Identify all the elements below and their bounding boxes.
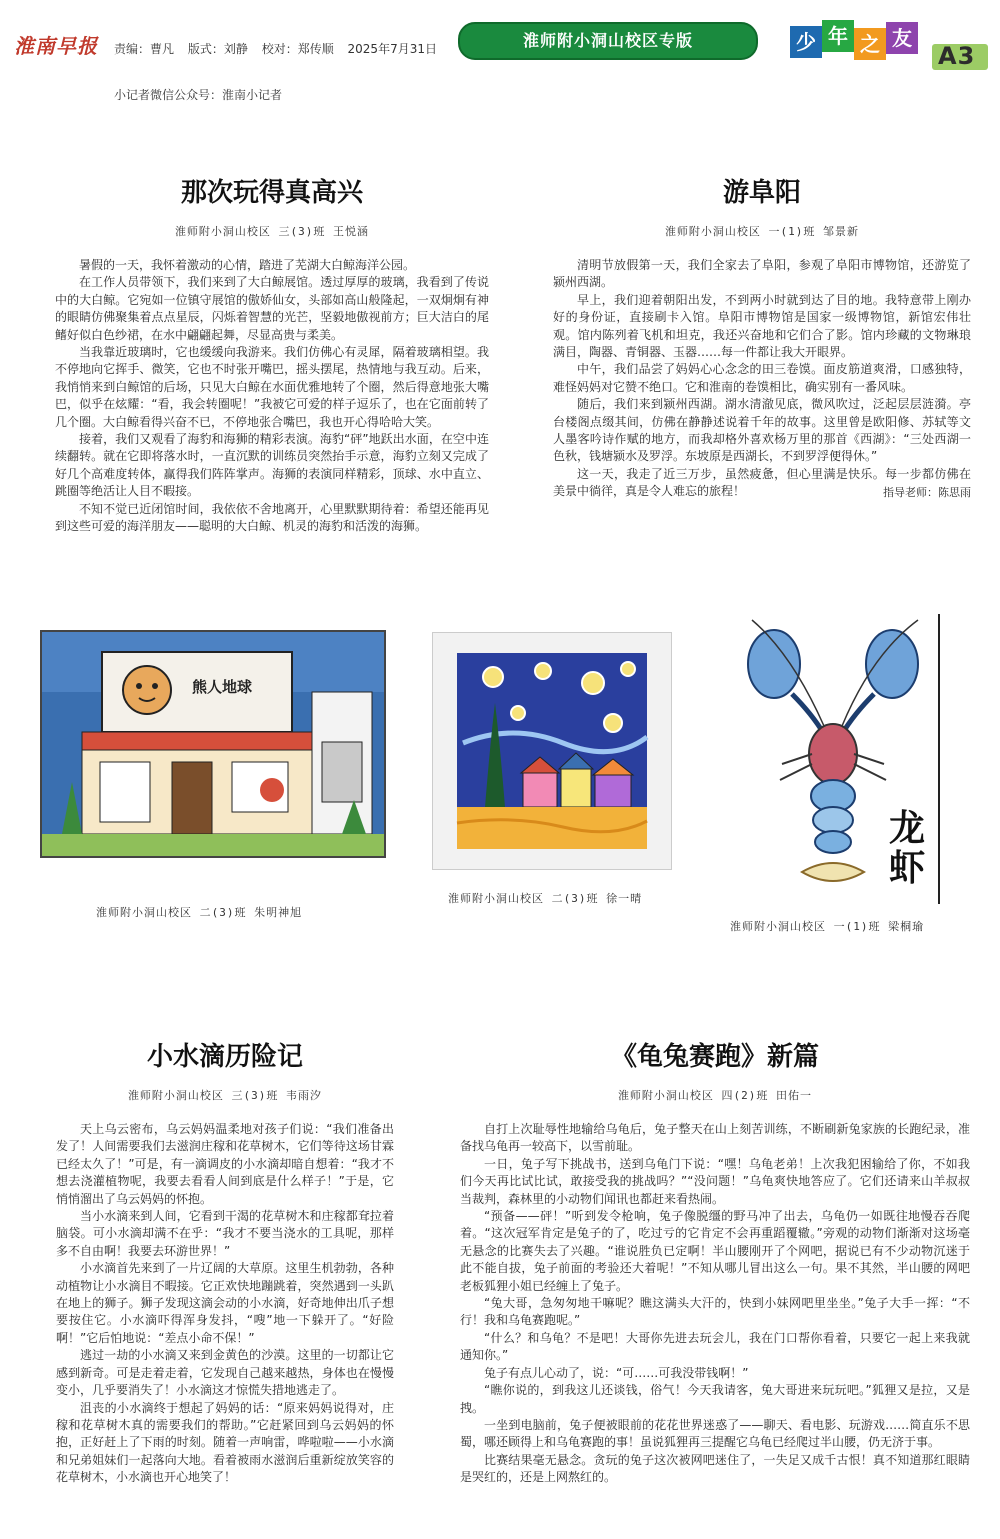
paragraph: 中午，我们品尝了妈妈心心念念的田三卷馍。面皮筋道爽滑，口感独特，难怪妈妈对它赞不绝口。它和淮南的卷馍相比，确实别有一番风味。 — [553, 362, 971, 394]
article-byline: 淮师附小洞山校区 三(3)班 王悦涵 — [174, 225, 370, 238]
paragraph: 当我靠近玻璃时，它也缓缓向我游来。我们仿佛心有灵犀，隔着玻璃相望。我不停地向它挥手、微笑，它也不时张开嘴巴，摇头摆尾，热情地与我互动。后来，我悄悄来到白鲸馆的后场，只见大白鲸在水面优雅地转了个圈，然后得意地张大嘴巴，似乎在炫耀：“看，我会转圈呢！”我被它可爱的样子逗乐了，也在它面前转了几个圈。大白鲸看得兴奋不已，不停地张合嘴巴，我也开心得哈哈大笑。 — [55, 345, 489, 429]
artwork-storefront — [40, 630, 386, 858]
storefront-drawing — [42, 632, 384, 856]
article-1 — [55, 172, 489, 536]
paragraph: “瞧你说的，到我这儿还谈钱，俗气！今天我请客，兔大哥进来玩玩吧。”狐狸又是拉，又是拽。 — [460, 1383, 970, 1415]
paragraph: 一坐到电脑前，兔子便被眼前的花花世界迷惑了——聊天、看电影、玩游戏……简直乐不思蜀，哪还顾得上和乌龟赛跑的事！虽说狐狸再三提醒它乌龟已经爬过半山腰，仍无济于事。 — [460, 1417, 970, 1450]
article-body — [553, 257, 971, 501]
article-title: 小水滴历险记 — [146, 1042, 303, 1072]
special-edition-banner: 淮师附小洞山校区专版 — [458, 22, 758, 60]
editor-credit: 责编：曹凡 — [114, 42, 175, 56]
article-body — [56, 1121, 394, 1487]
brand-char: 年 — [822, 20, 854, 52]
artwork-caption: 淮师附小洞山校区 二(3)班 徐一晴 — [448, 892, 643, 905]
article-title: 游阜阳 — [722, 178, 801, 208]
paragraph: 逃过一劫的小水滴又来到金黄色的沙漠。这里的一切都让它感到新奇。可是走着走着，它发现自己越来越热，身体也在慢慢变小，几乎要消失了！小水滴这才惊慌失措地逃走了。 — [56, 1348, 394, 1398]
brand-char: 少 — [790, 26, 822, 58]
article-byline: 淮师附小洞山校区 三(3)班 韦雨汐 — [127, 1089, 323, 1102]
page-number: A3 — [938, 42, 976, 70]
artwork-crayfish — [732, 614, 940, 904]
article-2 — [553, 172, 971, 501]
paragraph: 比赛结果毫无悬念。贪玩的兔子这次被网吧迷住了，一失足又成千古恨！真不知道那红眼睛是哭红的，还是上网熬红的。 — [460, 1452, 970, 1485]
paragraph: 随后，我们来到颍州西湖。湖水清澈见底，微风吹过，泛起层层涟漪。亭台楼阁点缀其间，仿佛在静静述说着千年的故事。这里曾是欧阳修、苏轼等文人墨客吟诗作赋的地方，而我却格外喜欢杨万里的那首《西湖》：“三处西湖一色秋，钱塘颍水及罗浮。东坡原是西湖长，不到罗浮便得休。” — [553, 397, 971, 464]
editorial-credits — [114, 40, 447, 57]
paragraph: 小水滴首先来到了一片辽阔的大草原。这里生机勃勃，各种动植物让小水滴目不暇接。它正欢快地蹦跳着，突然遇到一头趴在地上的狮子。狮子发现这滴会动的小水滴，好奇地伸出爪子想要按住它。小水滴吓得浑身发抖，“嗖”地一下躲开了。“好险啊！”它后怕地说：“差点小命不保！” — [56, 1261, 394, 1345]
proof-credit: 校对：郑传顺 — [261, 42, 334, 56]
starry-village-drawing — [433, 633, 671, 869]
article-body — [460, 1121, 970, 1487]
storefront-sign: 熊人地球 — [192, 678, 253, 696]
artwork-starry-village — [432, 632, 672, 870]
paragraph: 在工作人员带领下，我们来到了大白鲸展馆。透过厚厚的玻璃，我看到了传说中的大白鲸。它宛如一位镇守展馆的傲娇仙女，头部如高山般隆起，一双炯炯有神的眼睛仿佛聚集着点点星辰，闪烁着智慧的光芒，坚毅地傲视前方；巨大洁白的尾鳍好似白色纱裙，在水中翩翩起舞，尽显高贵与柔美。 — [55, 275, 489, 342]
paragraph: 暑假的一天，我怀着激动的心情，踏进了芜湖大白鲸海洋公园。 — [79, 258, 416, 272]
paragraph: 天上乌云密布，乌云妈妈温柔地对孩子们说：“我们准备出发了！人间需要我们去滋润庄稼和花草树木，它们等待这场甘霖已经太久了！”可是，有一滴调皮的小水滴却暗自想着：“我才不想去浇灌植物呢，我要去看看人间到底是什么样子！”于是，它悄悄溜出了乌云妈妈的怀抱。 — [56, 1122, 394, 1206]
brand-logo — [790, 18, 918, 62]
article-body — [55, 257, 489, 536]
layout-credit: 版式：刘静 — [187, 42, 248, 56]
artwork-caption: 淮师附小洞山校区 一(1)班 梁桐瑜 — [730, 920, 925, 933]
article-3 — [56, 1036, 394, 1487]
teacher-credit: 指导老师：陈思雨 — [883, 485, 971, 499]
paragraph: “预备——砰！”听到发令枪响，兔子像脱缰的野马冲了出去，乌龟仍一如既往地慢吞吞爬着。“这次冠军肯定是兔子的了，吃过亏的它肯定不会再重蹈覆辙。”旁观的动物们渐渐对这场毫无悬念的比赛失去了兴趣。“谁说胜负已定啊！半山腰刚开了个网吧，据说已有不少动物沉迷于此不能自拔，兔子前面的考验还大着呢！”不知从哪儿冒出这么一句。果不其然，半山腰的网吧老板狐狸小姐已经缠上了兔子。 — [460, 1209, 970, 1293]
article-title: 那次玩得真高兴 — [180, 178, 363, 208]
paragraph: 这一天，我走了近三万步，虽然疲惫，但心里满是快乐。每一步都仿佛在美景中徜徉，真是令人难忘的旅程！ — [553, 466, 971, 499]
crayfish-label: 龙虾 — [888, 807, 925, 889]
paragraph: “什么？和乌龟？不是吧！大哥你先进去玩会儿，我在门口帮你看着，只要它一起上来我就通知你。” — [460, 1330, 970, 1363]
article-4 — [460, 1036, 970, 1487]
paragraph: 自打上次耻辱性地输给乌龟后，兔子整天在山上刻苦训练，不断刷新兔家族的长跑纪录，准备找乌龟再一较高下，以雪前耻。 — [460, 1122, 970, 1154]
paragraph: 当小水滴来到人间，它看到干渴的花草树木和庄稼都耷拉着脑袋。可小水滴却满不在乎：“我才不要当浇水的工具呢，那样多不自由啊！我要去环游世界！” — [56, 1209, 394, 1258]
paragraph: 兔子有点儿心动了，说：“可……可我没带钱啊！” — [484, 1365, 749, 1380]
paragraph: 一日，兔子写下挑战书，送到乌龟门下说：“嘿！乌龟老弟！上次我犯困输给了你，不如我们今天再比试比试，敢接受我的挑战吗？”“没问题！”乌龟爽快地答应了。它们还请来山羊叔叔当裁判，森林里的小动物们闻讯也都赶来看热闹。 — [460, 1156, 970, 1206]
paragraph: 接着，我们又观看了海豹和海狮的精彩表演。海豹“砰”地跃出水面，在空中连续翻转。就在它即将落水时，一直沉默的训练员突然抬手示意，海豹立刻又完成了好几个高难度转体，赢得我们阵阵掌声。海狮的表演同样精彩，顶球、水中直立、跳圈等绝活让人目不暇接。 — [55, 432, 489, 499]
paragraph: 不知不觉已近闭馆时间，我依依不舍地离开，心里默默期待着：希望还能再见到这些可爱的海洋朋友——聪明的大白鲸、机灵的海豹和活泼的海狮。 — [55, 501, 489, 534]
article-byline: 淮师附小洞山校区 四(2)班 田佑一 — [617, 1089, 813, 1102]
article-byline: 淮师附小洞山校区 一(1)班 邹景新 — [664, 225, 860, 238]
paragraph: 早上，我们迎着朝阳出发，不到两小时就到达了目的地。我特意带上刚办好的身份证，直接刷卡入馆。阜阳市博物馆是国家一级博物馆，新馆宏伟壮观。馆内陈列着飞机和坦克，我还兴奋地和它们合了影。馆内珍藏的文物琳琅满目，陶器、青铜器、玉器……每一件都让我大开眼界。 — [553, 292, 971, 360]
wechat-account: 小记者微信公众号：淮南小记者 — [114, 88, 283, 102]
masthead-logo: 淮南早报 — [14, 34, 98, 58]
paragraph: 清明节放假第一天，我们全家去了阜阳，参观了阜阳市博物馆，还游览了颍州西湖。 — [553, 258, 971, 290]
brand-char: 友 — [886, 22, 918, 54]
artwork-caption: 淮师附小洞山校区 二(3)班 朱明神旭 — [96, 906, 303, 919]
paragraph: “兔大哥，急匆匆地干嘛呢？瞧这满头大汗的，快到小妹网吧里坐坐。”兔子大手一挥：“不行！我和乌龟赛跑呢。” — [460, 1296, 970, 1328]
paragraph: 沮丧的小水滴终于想起了妈妈的话：“原来妈妈说得对，庄稼和花草树木真的需要我们的帮助。”它赶紧回到乌云妈妈的怀抱，正好赶上了下雨的时刻。随着一声响雷，哗啦啦——小水滴和兄弟姐妹们一起落向大地。看着被雨水滋润后重新绽放笑容的花草树木，小水滴也开心地笑了！ — [56, 1400, 394, 1485]
brand-char: 之 — [854, 28, 886, 60]
issue-date: 2025年7月31日 — [347, 42, 437, 56]
article-title: 《龟兔赛跑》新篇 — [610, 1042, 819, 1072]
